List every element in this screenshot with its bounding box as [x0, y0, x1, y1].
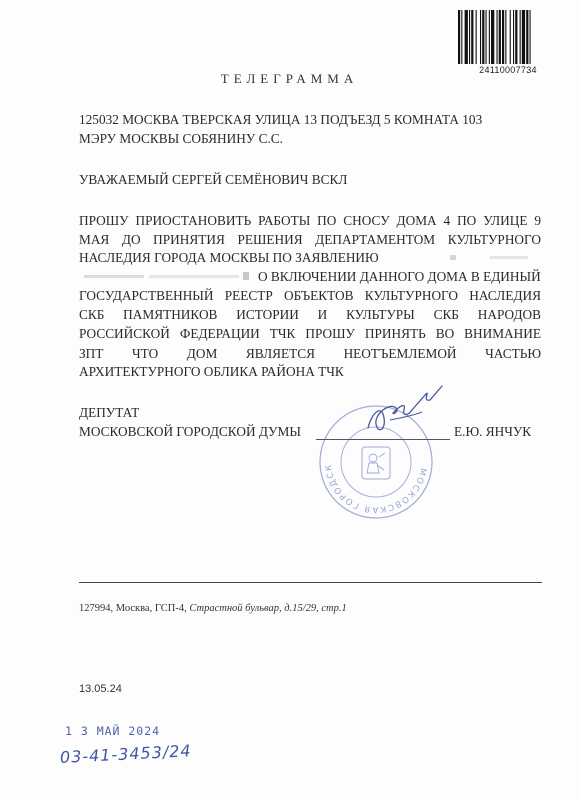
footer-divider [79, 582, 542, 583]
barcode-bar [499, 10, 501, 64]
body-line-2: МАЯ ДО ПРИНЯТИЯ РЕШЕНИЯ ДЕПАРТАМЕНТОМ КУЛЬТУРНОГО [79, 232, 541, 247]
barcode-bar [522, 10, 525, 64]
body-line-5: ГОСУДАРСТВЕННЫЙ РЕЕСТР ОБЪЕКТОВ КУЛЬТУРНОГО НАСЛЕДИЯ [79, 288, 541, 303]
coat-of-arms-icon [362, 447, 390, 479]
barcode [458, 10, 558, 64]
body-line-6: СКБ ПАМЯТНИКОВ ИСТОРИИ И КУЛЬТУРЫ СКБ НАРОДОВ [79, 307, 541, 322]
document-date: 13.05.24 [79, 683, 122, 695]
barcode-bar [469, 10, 470, 64]
barcode-bar [489, 10, 490, 64]
body-line-7: РОССИЙСКОЙ ФЕДЕРАЦИИ ТЧК ПРОШУ ПРИНЯТЬ ВО ВНИМАНИЕ [79, 326, 541, 341]
barcode-bar [476, 10, 477, 64]
body-line-3: НАСЛЕДИЯ ГОРОДА МОСКВЫ ПО ЗАЯВЛЕНИЮ [79, 250, 379, 265]
address-italic: Страстной бульвар, д.15/29, стр.1 [189, 603, 347, 614]
recipient-address: 125032 МОСКВА ТВЕРСКАЯ УЛИЦА 13 ПОДЪЕЗД 5 КОМНАТА 103 [79, 112, 483, 127]
signatory-title-1: ДЕПУТАТ [79, 405, 140, 420]
barcode-bar [497, 10, 498, 64]
barcode-bar [505, 10, 506, 64]
barcode-bar [480, 10, 481, 64]
greeting: УВАЖАЕМЫЙ СЕРГЕЙ СЕМЁНОВИЧ ВСКЛ [79, 172, 348, 187]
handwritten-signature [360, 372, 450, 442]
stamp-text: МОСКОВСКАЯ ГОРОДСК [323, 462, 428, 515]
barcode-bar [510, 10, 511, 64]
body-line-1: ПРОШУ ПРИОСТАНОВИТЬ РАБОТЫ ПО СНОСУ ДОМА 4 ПО УЛИЦЕ 9 [79, 213, 541, 228]
registration-number: 03-41-3453/24 [59, 741, 193, 767]
barcode-bar [482, 10, 484, 64]
barcode-bar [526, 10, 528, 64]
sender-address [79, 603, 347, 614]
barcode-bar [515, 10, 517, 64]
barcode-bar [530, 10, 531, 64]
body-line-4: О ВКЛЮЧЕНИИ ДАННОГО ДОМА В ЕДИНЫЙ [258, 269, 541, 284]
barcode-bar [520, 10, 521, 64]
barcode-bar [486, 10, 487, 64]
redacted-fragment-1 [430, 249, 540, 265]
barcode-bar [461, 10, 462, 64]
redacted-fragment-2 [79, 268, 254, 284]
barcode-bar [513, 10, 514, 64]
body-line-9: АРХИТЕКТУРНОГО ОБЛИКА РАЙОНА ТЧК [79, 364, 344, 379]
body-line-8: ЗПТ ЧТО ДОМ ЯВЛЯЕТСЯ НЕОТЪЕМЛЕМОЙ ЧАСТЬЮ [79, 346, 541, 361]
document-title: ТЕЛЕГРАММА [220, 71, 359, 86]
barcode-bar [458, 10, 460, 64]
signatory-name: Е.Ю. ЯНЧУК [454, 424, 532, 439]
barcode-bar [502, 10, 504, 64]
recipient-name: МЭРУ МОСКВЫ СОБЯНИНУ С.С. [79, 131, 283, 146]
address-plain: 127994, Москва, ГСП-4, [79, 603, 190, 614]
barcode-number: 24110007734 [479, 65, 537, 75]
signatory-title-2: МОСКОВСКОЙ ГОРОДСКОЙ ДУМЫ [79, 424, 301, 439]
barcode-bar [471, 10, 473, 64]
received-date-stamp: 1 3 МАЙ 2024 [65, 724, 161, 738]
barcode-bar [491, 10, 494, 64]
barcode-bar [465, 10, 468, 64]
